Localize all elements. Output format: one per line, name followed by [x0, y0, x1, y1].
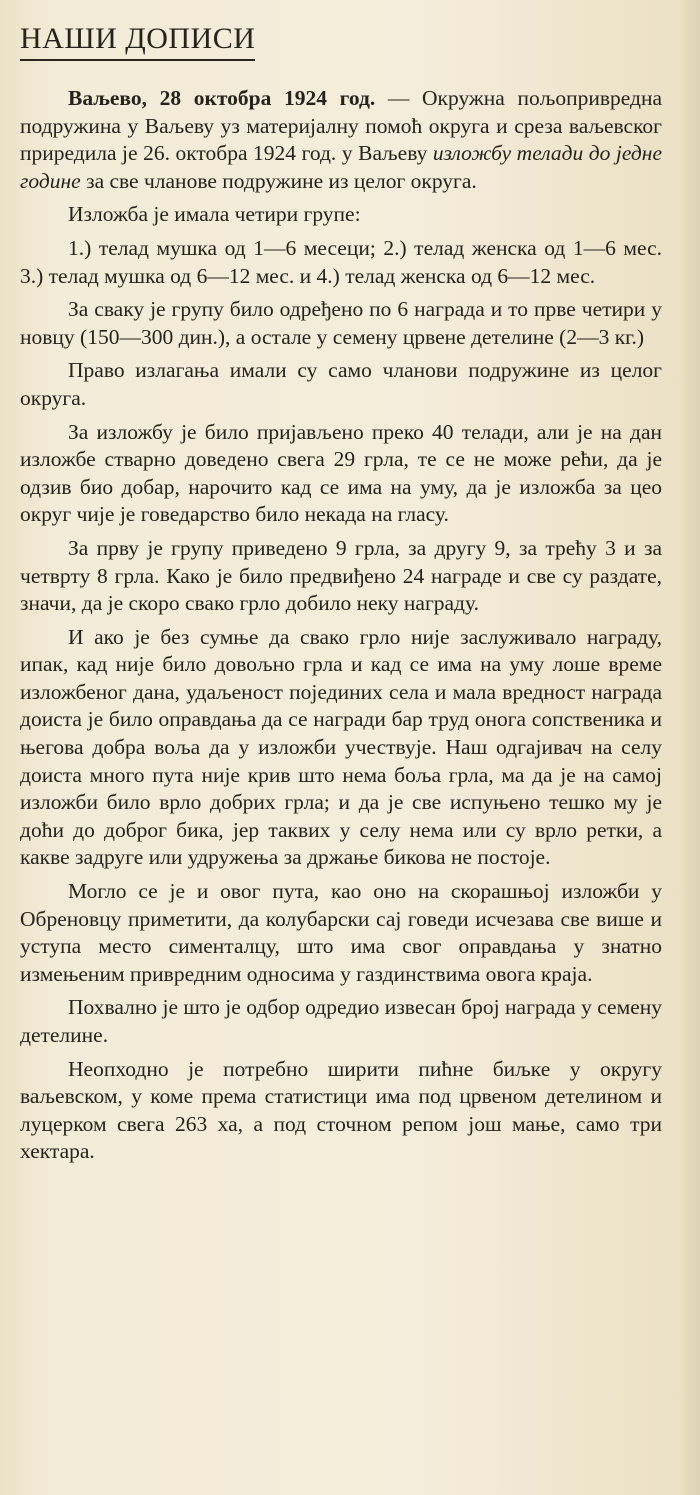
paragraph-6: За изложбу је било пријављено преко 40 телади, али је на дан изложбе стварно доведено свега 29 грла, те се не може рећи, да је одзив био добар, нарочито кад се има на уму, да је изложба за цео округ чије је говедарство било некада на гласу.	[20, 419, 662, 527]
article-body	[20, 85, 662, 1166]
paragraph-10: Похвално је што је одбор одредио извесан број награда у семену детелине.	[20, 995, 662, 1047]
paragraph-1-text-b: за све чланове подружине из целог округа.	[80, 168, 477, 193]
paragraph-7: За прву је групу приведено 9 грла, за другу 9, за трећу 3 и за четврту 8 грла. Како је било предвиђено 24 награде и све су раздате, значи, да је скоро свако грло добило неку награду.	[20, 535, 662, 616]
paragraph-1-text-a: — Окружна пољопривредна подружина у Ваљеву уз материјалну помоћ округа и среза ваљевског приредила је 26. октобра 1924 год. у Ваљеву	[20, 86, 662, 166]
dateline: Ваљево, 28 октобра 1924 год.	[68, 86, 376, 110]
paragraph-3: 1.) телад мушка од 1—6 месеци; 2.) телад женска од 1—6 мес. 3.) телад мушка од 6—12 мес. и 4.) телад женска од 6—12 мес.	[20, 235, 662, 288]
paragraph-5: Право излагања имали су само чланови подружине из целог округа.	[20, 358, 662, 410]
paragraph-8: И ако је без сумње да свако грло није заслуживало награду, ипак, кад није било довољно грла и кад се има на уму лоше време изложбеног дана, удаљеност појединих села и мала вредност награда доиста је било оправдања да се награди бар труд онога сопственика и његова добра воља да у изложби учествује. Наш одгајивач на селу доиста много пута није крив што нема боља грла, ма да је на самој изложби било врло добрих грла; и да је све испуњено тешко му је доћи до доброг бика, јер таквих у селу нема или су врло ретки, а какве задруге или удружења за држање бикова не постоје.	[20, 624, 662, 870]
paragraph-9: Могло се је и овог пута, као оно на скорашњој изложби у Обреновцу приметити, да колубарски сај говеди исчезава све више и уступа место сименталцу, што има свог оправдања у знатно измењеним привредним односима у газдинствима овога краја.	[20, 879, 662, 986]
paragraph-4: За сваку је групу било одређено по 6 награда и то прве четири у новцу (150—300 дин.), а остале у семену црвене детелине (2—3 кг.)	[20, 297, 662, 349]
exhibition-title: изложбу телади до једне године	[20, 141, 663, 193]
paragraph-1	[20, 85, 662, 195]
section-title: НАШИ ДОПИСИ	[20, 22, 255, 61]
page-fold-shadow	[678, 0, 700, 1495]
article-column	[20, 22, 662, 1172]
paragraph-11: Неопходно је потребно ширити пићне биљке у округу ваљевском, у коме према статистици има под црвеном детелином и луцерком свега 263 ха, а под сточном репом још мање, само три хектара.	[20, 1056, 662, 1164]
paragraph-2: Изложба је имала четири групе:	[68, 202, 361, 227]
